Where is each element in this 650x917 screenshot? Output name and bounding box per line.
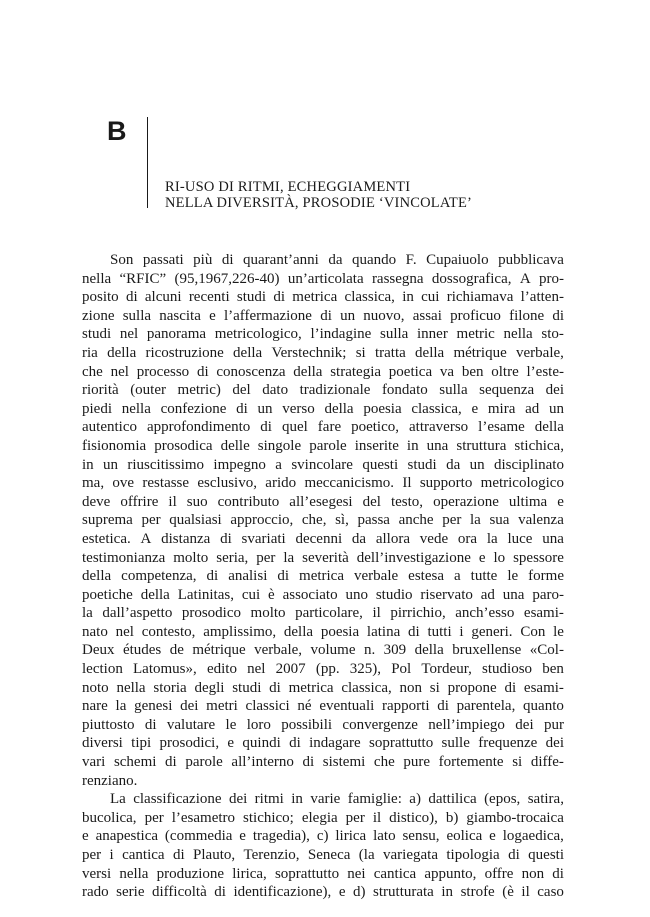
text-line: ria della ricostruzione della Verstechnik; si tratta della métrique verbale, xyxy=(82,344,564,361)
text-line: nare la genesi dei metri classici né eventuali rapporti di parentela, quanto xyxy=(82,698,564,715)
text-line: piedi nella confezione di un verso della poesia classica, e mira ad un xyxy=(82,400,564,417)
text-line: studi nel panorama metricologico, l’indagine sulla inner metric nella sto- xyxy=(82,326,564,343)
heading-line-2: NELLA DIVERSITÀ, PROSODIE ‘VINCOLATE’ xyxy=(165,195,473,211)
section-letter: B xyxy=(107,116,127,146)
text-line: estetica. A distanza di svariati decenni da allora vede ora la luce una xyxy=(82,530,564,547)
section-heading xyxy=(165,179,472,211)
text-line: per i cantica di Plauto, Terenzio, Seneca (la variegata tipologia di questi xyxy=(82,847,564,863)
text-line: Deux études de métrique verbale, volume n. 309 della bruxellense «Col- xyxy=(82,642,564,659)
text-line: che nel processo di conoscenza della strategia poetica va ben oltre l’este- xyxy=(82,363,564,380)
vertical-rule xyxy=(147,117,148,208)
text-line: noto nella storia degli studi di metrica classica, non si propone di esami- xyxy=(82,679,564,696)
text-line: la dall’aspetto prosodico molto particolare, il pirrichio, anch’esso esami- xyxy=(82,605,564,622)
text-line: vari schemi di parole all’interno di sistemi che pure fortemente si diffe- xyxy=(82,754,564,771)
text-line: nato nel contesto, amplissimo, della poesia latina di tutti i generi. Con le xyxy=(82,623,564,640)
text-line: piuttosto di valutare le loro possibili convergenze nell’impiego dei pur xyxy=(82,716,564,733)
text-line: ma, ove restasse esclusivo, arido meccanicismo. Il supporto metricologico xyxy=(82,475,564,492)
text-line: deve offrire il suo contributo all’esegesi del testo, operazione ultima e xyxy=(82,493,564,510)
text-line: Son passati più di quarant’anni da quando F. Cupaiuolo pubblicava xyxy=(110,252,564,268)
text-line: autentico approfondimento di quel fare poetico, attraverso l’esame della xyxy=(82,419,564,436)
text-line: renziano. xyxy=(82,772,138,789)
text-line: nella “RFIC” (95,1967,226-40) un’articolata rassegna dossografica, A pro- xyxy=(82,270,564,287)
text-line: e anapestica (commedia e tragedia), c) lirica lato sensu, eolica e logaedica, xyxy=(82,828,564,845)
text-line: La classificazione dei ritmi in varie famiglie: a) dattilica (epos, satira, xyxy=(110,791,564,808)
text-line: in un riuscitissimo impegno a svincolare questi studi da un disciplinato xyxy=(82,456,564,473)
body-text xyxy=(82,251,564,902)
text-line: della competenza, di analisi di metrica verbale estesa a tutte le forme xyxy=(82,568,564,585)
text-line: suprema per qualsiasi approccio, che, sì, passa anche per la sua valenza xyxy=(82,512,564,529)
text-line: bucolica, per l’esametro stichico; elegia per il distico), b) giambo-trocaica xyxy=(82,809,564,826)
text-line: posito di alcuni recenti studi di metrica classica, in cui richiamava l’atten- xyxy=(82,289,564,306)
text-line: zione sulla nascita e l’affermazione di un nuovo, assai proficuo filone di xyxy=(82,307,564,324)
text-line: poetiche della Latinitas, cui è associato uno studio riservato ad una paro- xyxy=(82,586,564,603)
text-line: testimonianza molto seria, per la severità dell’investigazione e lo spessore xyxy=(82,549,564,566)
heading-line-1: RI-USO DI RITMI, ECHEGGIAMENTI xyxy=(165,179,411,195)
text-line: lection Latomus», edito nel 2007 (pp. 325), Pol Tordeur, studioso ben xyxy=(82,661,564,678)
text-line: riorità (outer metric) del dato tradizionale fondato sulla sequenza dei xyxy=(82,382,564,399)
text-line: fisionomia prosodica delle singole parole inserite in una struttura stichica, xyxy=(82,437,564,454)
text-line: rado serie difficoltà di identificazione), e d) strutturata in strofe (è il caso xyxy=(82,884,564,901)
text-line: versi nella produzione lirica, soprattutto nei cantica appunto, offre non di xyxy=(82,865,564,882)
text-line: diversi tipi prosodici, e quindi di indagare soprattutto sulle frequenze dei xyxy=(82,735,564,752)
